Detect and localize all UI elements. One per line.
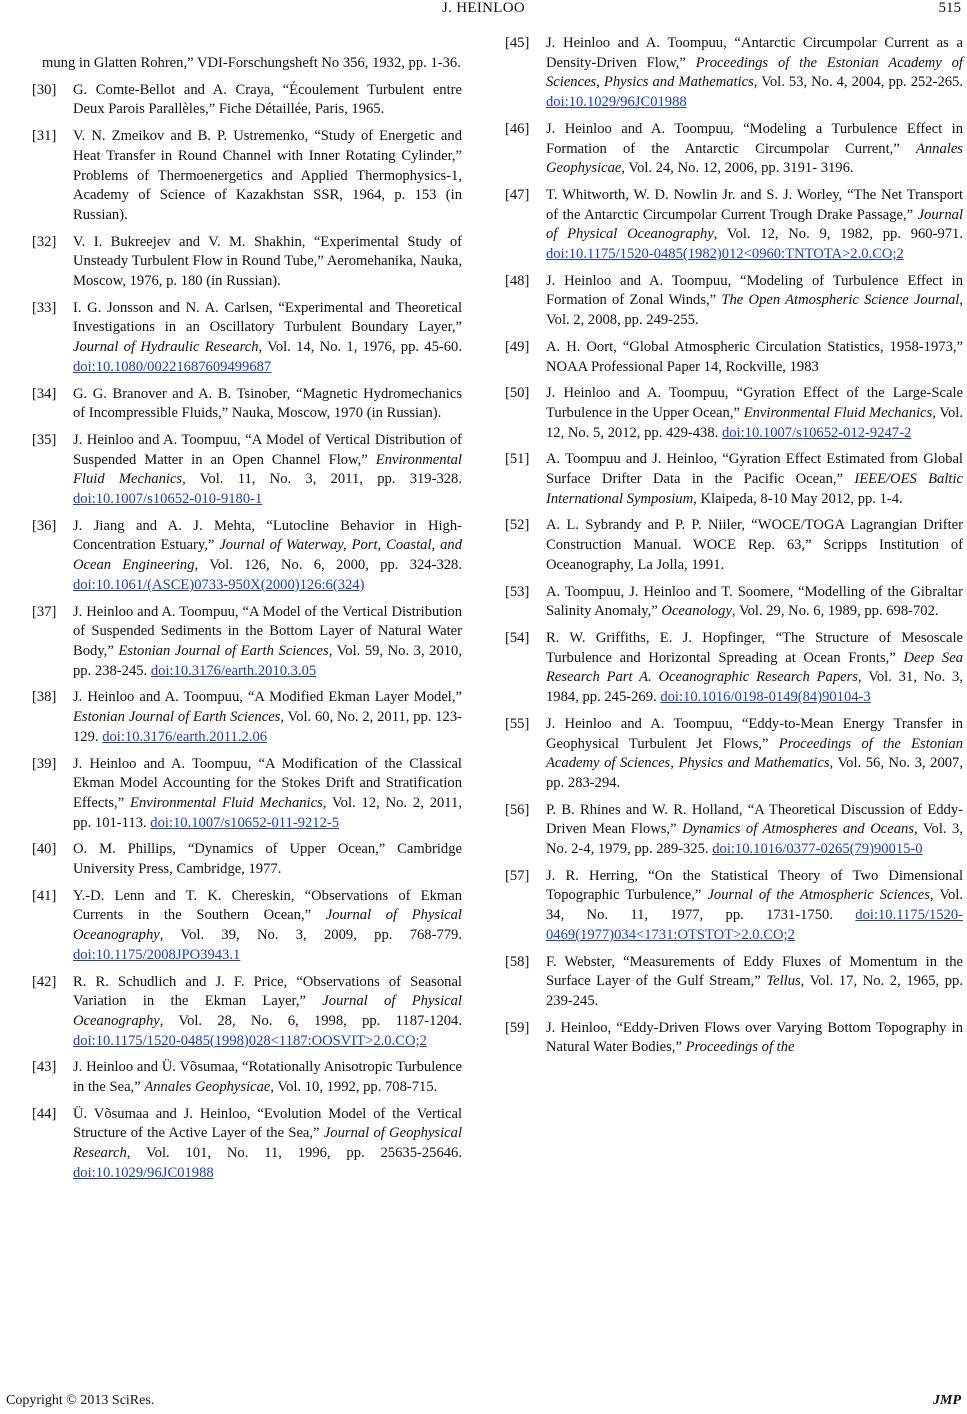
reference-entry	[32, 1105, 462, 1184]
reference-body	[546, 868, 963, 943]
reference-details: , Vol. 31, No. 3, 1984, pp. 245-269.	[546, 669, 963, 706]
page-number: 515	[938, 0, 961, 16]
reference-journal: Estonian Journal of Earth Sciences	[73, 709, 281, 726]
reference-entry	[505, 338, 963, 377]
reference-details: , Vol. 101, No. 11, 1996, pp. 25635-25646.	[126, 1145, 462, 1162]
reference-details: , Vol. 53, No. 4, 2004, pp. 252-265.	[753, 74, 963, 91]
right-reference-list	[505, 34, 963, 1058]
reference-number: [31]	[32, 128, 57, 145]
reference-entry	[505, 953, 963, 1012]
reference-text: R. R. Schudlich and J. F. Price, “Observations of Seasonal Variation in the Ekman Layer,”	[73, 973, 462, 1010]
reference-number: [52]	[505, 517, 530, 534]
reference-entry	[32, 887, 462, 966]
reference-body	[73, 604, 462, 679]
reference-text: J. Heinloo and A. Toompuu, “A Modification of the Classical Ekman Model Accounting for the Stokes Drift and Stratification Effects,”	[73, 755, 462, 811]
doi-link[interactable]: doi:10.1175/1520-0485(1998)028<1187:OOSVIT>2.0.CO;2	[73, 1032, 427, 1049]
reference-entry	[32, 81, 462, 120]
reference-text: T. Whitworth, W. D. Nowlin Jr. and S. J. Worley, “The Net Transport of the Antarctic Circumpolar Current Trough Drake Passage,”	[546, 186, 963, 223]
reference-entry	[505, 867, 963, 946]
reference-number: [42]	[32, 973, 57, 990]
reference-details: , Vol. 3, No. 2-4, 1979, pp. 289-325.	[546, 821, 963, 858]
reference-entry	[32, 127, 462, 226]
reference-entry	[505, 715, 963, 794]
footer-journal-abbrev: JMP	[933, 1393, 961, 1408]
reference-details: , Vol. 28, No. 6, 1998, pp. 1187-1204.	[159, 1012, 462, 1029]
right-column	[505, 34, 963, 1065]
doi-link[interactable]: doi:10.3176/earth.2010.3.05	[150, 662, 317, 679]
reference-details: , Vol. 60, No. 2, 2011, pp. 123-129.	[73, 709, 463, 745]
reference-text: I. G. Jonsson and N. A. Carlsen, “Experimental and Theoretical Investigations in an Oscillatory Turbulent Boundary Layer,”	[73, 299, 462, 336]
doi-link[interactable]: doi:10.1007/s10652-012-9247-2	[721, 424, 912, 441]
reference-number: [43]	[32, 1059, 57, 1076]
doi-link[interactable]: doi:10.3176/earth.2011.2.06	[102, 728, 268, 745]
reference-body	[73, 128, 462, 223]
reference-body	[546, 954, 963, 1009]
reference-number: [58]	[505, 953, 530, 970]
reference-journal: Annales Geophysicae	[144, 1079, 271, 1096]
reference-journal: Annales Geophysicae	[546, 140, 963, 177]
reference-text: J. Heinloo, “Eddy-Driven Flows over Varying Bottom Topography in Natural Water Bodies,”	[546, 1019, 963, 1056]
reference-details: , Vol. 39, No. 3, 2009, pp. 768-779.	[159, 927, 462, 944]
reference-body	[546, 121, 963, 176]
reference-details: , Vol. 34, No. 11, 1977, pp. 1731-1750.	[546, 887, 963, 924]
reference-text: P. B. Rhines and W. R. Holland, “A Theoretical Discussion of Eddy-Driven Mean Flows,”	[546, 801, 963, 838]
doi-link[interactable]: doi:10.1175/2008JPO3943.1	[73, 946, 241, 963]
reference-number: [40]	[32, 841, 57, 858]
reference-body	[546, 1020, 963, 1056]
reference-entry	[505, 801, 963, 860]
reference-text: Ü. Võsumaa and J. Heinloo, “Evolution Model of the Vertical Structure of the Active Layer of the Sea,”	[73, 1105, 462, 1142]
running-head	[0, 0, 967, 22]
doi-link[interactable]: doi:10.1029/96JC01988	[546, 94, 687, 111]
reference-journal: Journal of Physical Oceanography	[73, 993, 462, 1029]
reference-body	[73, 300, 462, 375]
reference-entry	[32, 603, 462, 682]
reference-entry	[32, 385, 462, 424]
page-footer	[0, 1393, 967, 1413]
running-head-author: J. HEINLOO	[442, 0, 525, 16]
reference-body	[73, 756, 462, 831]
reference-details: , Vol. 14, No. 1, 1976, pp. 45-60.	[258, 339, 462, 356]
reference-details: , Vol. 56, No. 3, 2007, pp. 283-294.	[546, 755, 963, 791]
reference-number: [33]	[32, 299, 57, 316]
reference-details: , Vol. 24, No. 12, 2006, pp. 3191- 3196.	[621, 160, 854, 177]
reference-details: , Vol. 12, No. 9, 1982, pp. 960-971.	[713, 226, 963, 243]
doi-link[interactable]: doi:10.1080/00221687609499687	[73, 358, 272, 375]
left-reference-list	[32, 81, 462, 1184]
reference-text: J. Heinloo and A. Toompuu, “Antarctic Circumpolar Current as a Density-Driven Flow,”	[546, 35, 963, 71]
reference-details: , Vol. 10, 1992, pp. 708-715.	[270, 1079, 438, 1096]
reference-body	[73, 888, 462, 963]
reference-journal: Proceedings of the Estonian Academy of Sciences, Physics and Mathematics	[546, 54, 963, 91]
reference-journal: Journal of Physical Oceanography	[546, 206, 963, 243]
reference-text: R. W. Griffiths, E. J. Hopfinger, “The Structure of Mesoscale Turbulence and Horizontal Spreading at Ocean Fronts,”	[546, 629, 963, 666]
reference-text: A. Toompuu and J. Heinloo, “Gyration Effect Estimated from Global Surface Drifter Data in the Pacific Ocean,”	[546, 451, 963, 488]
doi-link[interactable]: doi:10.1007/s10652-011-9212-5	[150, 814, 340, 831]
reference-journal: Deep Sea Research Part A. Oceanographic Research Papers	[546, 649, 963, 686]
reference-body	[546, 35, 963, 110]
reference-continuation	[32, 54, 462, 74]
reference-text: V. N. Zmeikov and B. P. Ustremenko, “Study of Energetic and Heat Transfer in Round Channel with Inner Rotating Cylinder,” Problems of Thermoenergetics and Applied Thermophysics-1, Academy of Science of Kazakhstan SSR, 1964, p. 153 (in Russian).	[73, 128, 462, 223]
reference-body	[546, 187, 963, 262]
reference-journal: IEEE/OES Baltic International Symposium	[546, 471, 963, 507]
reference-text: J. Heinloo and A. Toompuu, “Gyration Effect of the Large-Scale Turbulence in the Upper Ocean,”	[546, 385, 963, 421]
reference-details: , Vol. 12, No. 2, 2011, pp. 101-113.	[73, 794, 463, 831]
reference-body	[73, 689, 462, 744]
reference-number: [38]	[32, 689, 57, 706]
reference-body	[546, 802, 963, 857]
reference-entry	[505, 450, 963, 509]
reference-body	[73, 518, 462, 593]
left-column	[32, 54, 462, 1191]
reference-journal: Journal of Hydraulic Research	[73, 339, 259, 356]
reference-number: [57]	[505, 867, 530, 884]
reference-body	[73, 974, 462, 1049]
reference-entry	[505, 120, 963, 179]
reference-entry	[32, 1058, 462, 1097]
reference-journal: Proceedings of the Estonian Academy of Sciences, Physics and Mathematics	[546, 735, 964, 772]
reference-entry	[32, 299, 462, 378]
reference-number: [45]	[505, 35, 530, 51]
reference-details: , Vol. 126, No. 6, 2000, pp. 324-328.	[194, 557, 462, 574]
reference-details: , Klaipeda, 8-10 May 2012, pp. 1-4.	[693, 490, 903, 507]
reference-journal: Environmental Fluid Mechanics	[73, 451, 462, 488]
reference-body	[546, 451, 963, 506]
reference-number: [44]	[32, 1105, 57, 1122]
reference-text: J. Heinloo and A. Toompuu, “A Modified Ekman Layer Model,”	[73, 689, 462, 706]
reference-entry	[32, 517, 462, 596]
reference-body	[73, 82, 462, 118]
reference-body	[546, 716, 963, 791]
reference-number: [37]	[32, 603, 57, 620]
reference-body	[73, 234, 462, 289]
reference-text: J. Heinloo and A. Toompuu, “Eddy-to-Mean Energy Transfer in Geophysical Turbulent Jet Flows,”	[546, 715, 963, 752]
reference-text: O. M. Phillips, “Dynamics of Upper Ocean,” Cambridge University Press, Cambridge, 1977.	[73, 841, 462, 878]
reference-number: [48]	[505, 272, 530, 289]
reference-entry	[505, 583, 963, 622]
reference-text: G. Comte-Bellot and A. Craya, “Écoulement Turbulent entre Deux Parois Parallèles,” Fiche Détaillée, Paris, 1965.	[73, 81, 462, 118]
reference-number: [30]	[32, 81, 57, 98]
reference-text: Y.-D. Lenn and T. K. Chereskin, “Observations of Ekman Currents in the Southern Ocean,”	[73, 887, 462, 924]
reference-text: A. L. Sybrandy and P. P. Niiler, “WOCE/TOGA Lagrangian Drifter Construction Manual. WOCE Rep. 63,” Scripps Institution of Oceanography, La Jolla, 1991.	[546, 517, 963, 573]
reference-journal: Proceedings of the	[685, 1039, 795, 1056]
reference-entry	[505, 272, 963, 331]
reference-journal: Tellus	[766, 973, 801, 990]
reference-details: , Vol. 59, No. 3, 2010, pp. 238-245.	[73, 642, 463, 679]
reference-number: [56]	[505, 801, 530, 818]
doi-link[interactable]: doi:10.1175/1520-0485(1982)012<0960:TNTOTA>2.0.CO;2	[546, 246, 904, 263]
reference-entry	[505, 516, 963, 575]
reference-body	[546, 584, 963, 620]
reference-number: [51]	[505, 451, 530, 468]
reference-text: J. Heinloo and A. Toompuu, “A Model of Vertical Distribution of Suspended Matter in an Open Channel Flow,”	[73, 431, 462, 468]
reference-body	[546, 630, 963, 705]
reference-continuation-text: mung in Glatten Rohren,” VDI-Forschungsheft No 356, 1932, pp. 1-36.	[42, 55, 461, 71]
doi-link[interactable]: doi:10.1061/(ASCE)0733-950X(2000)126:6(324)	[73, 576, 365, 593]
reference-details: , Vol. 17, No. 2, 1965, pp. 239-245.	[546, 973, 963, 1009]
reference-journal: Journal of Waterway, Port, Coastal, and Ocean Engineering	[73, 537, 462, 574]
reference-body	[73, 386, 462, 422]
reference-text: J. Heinloo and A. Toompuu, “A Model of the Vertical Distribution of Suspended Sediments in the Bottom Layer of Natural Water Body,”	[73, 603, 462, 659]
reference-number: [55]	[505, 715, 530, 732]
reference-entry	[505, 34, 963, 113]
reference-text: J. Jiang and A. J. Mehta, “Lutocline Behavior in High-Concentration Estuary,”	[73, 517, 462, 554]
reference-text: V. I. Bukreejev and V. M. Shakhin, “Experimental Study of Unsteady Turbulent Flow in Round Tube,” Aeromehanika, Nauka, Moscow, 1976, p. 180 (in Russian).	[73, 233, 462, 290]
reference-journal: Journal of the Atmospheric Sciences	[707, 887, 930, 904]
reference-body	[546, 339, 963, 375]
reference-number: [41]	[32, 887, 57, 904]
reference-number: [49]	[505, 338, 530, 355]
reference-journal: Environmental Fluid Mechanics	[130, 794, 323, 811]
reference-number: [39]	[32, 755, 57, 772]
reference-number: [47]	[505, 186, 530, 203]
reference-number: [32]	[32, 233, 57, 250]
reference-text: G. G. Branover and A. B. Tsinober, “Magnetic Hydromechanics of Incompressible Fluids,” Nauka, Moscow, 1970 (in Russian).	[73, 385, 462, 422]
reference-journal: Dynamics of Atmospheres and Oceans	[682, 821, 914, 838]
reference-body	[73, 1059, 462, 1095]
reference-body	[73, 432, 462, 507]
reference-entry	[32, 973, 462, 1052]
reference-journal: Journal of Physical Oceanography	[73, 907, 462, 944]
reference-journal: The Open Atmospheric Science Journal	[721, 292, 960, 309]
reference-number: [35]	[32, 431, 57, 448]
reference-text: A. H. Oort, “Global Atmospheric Circulation Statistics, 1958-1973,” NOAA Professional Paper 14, Rockville, 1983	[546, 338, 963, 375]
reference-journal: Oceanology	[661, 603, 732, 620]
reference-journal: Environmental Fluid Mechanics	[743, 404, 933, 421]
doi-link[interactable]: doi:10.1016/0377-0265(79)90015-0	[712, 841, 923, 858]
reference-text: J. Heinloo and A. Toompuu, “Modeling a Turbulence Effect in Formation of the Antarctic Circumpolar Current,”	[546, 120, 963, 157]
reference-body	[546, 517, 963, 572]
reference-body	[73, 841, 462, 877]
reference-entry	[32, 233, 462, 292]
reference-number: [34]	[32, 385, 57, 402]
reference-entry	[32, 688, 462, 747]
reference-details: , Vol. 12, No. 5, 2012, pp. 429-438.	[546, 404, 964, 441]
reference-number: [50]	[505, 385, 530, 402]
reference-text: J. Heinloo and A. Toompuu, “Modeling of Turbulence Effect in Formation of Zonal Winds,”	[546, 272, 963, 309]
doi-link[interactable]: doi:10.1016/0198-0149(84)90104-3	[660, 689, 871, 706]
reference-entry	[505, 384, 963, 443]
reference-entry	[505, 629, 963, 708]
reference-entry	[32, 431, 462, 510]
reference-text: J. R. Herring, “On the Statistical Theory of Two Dimensional Topographic Turbulence,”	[546, 867, 963, 904]
reference-body	[73, 1106, 462, 1181]
reference-body	[546, 273, 963, 328]
reference-body	[546, 385, 963, 440]
reference-entry	[32, 755, 462, 834]
reference-journal: Estonian Journal of Earth Sciences	[118, 642, 329, 659]
reference-number: [59]	[505, 1019, 530, 1036]
reference-entry	[32, 840, 462, 879]
reference-text: F. Webster, “Measurements of Eddy Fluxes of Momentum in the Surface Layer of the Gulf Stream,”	[546, 953, 963, 990]
reference-text: J. Heinloo and Ü. Võsumaa, “Rotationally Anisotropic Turbulence in the Sea,”	[73, 1059, 462, 1096]
footer-copyright: Copyright © 2013 SciRes.	[6, 1393, 155, 1408]
reference-details: , Vol. 29, No. 6, 1989, pp. 698-702.	[731, 603, 939, 620]
reference-number: [54]	[505, 629, 530, 646]
reference-text: A. Toompuu, J. Heinloo and T. Soomere, “Modelling of the Gibraltar Salinity Anomaly,”	[546, 583, 963, 620]
doi-link[interactable]: doi:10.1007/s10652-010-9180-1	[73, 491, 263, 508]
reference-entry	[505, 186, 963, 265]
reference-number: [36]	[32, 517, 57, 534]
reference-details: , Vol. 11, No. 3, 2011, pp. 319-328.	[182, 471, 462, 488]
reference-entry	[505, 1019, 963, 1058]
reference-number: [46]	[505, 120, 530, 137]
doi-link[interactable]: doi:10.1029/96JC01988	[73, 1164, 214, 1181]
reference-journal: Journal of Geophysical Research	[73, 1125, 462, 1162]
reference-details: , Vol. 2, 2008, pp. 249-255.	[546, 292, 963, 329]
reference-number: [53]	[505, 583, 530, 600]
doi-link[interactable]: doi:10.1175/1520-0469(1977)034<1731:OTSTOT>2.0.CO;2	[546, 907, 963, 943]
